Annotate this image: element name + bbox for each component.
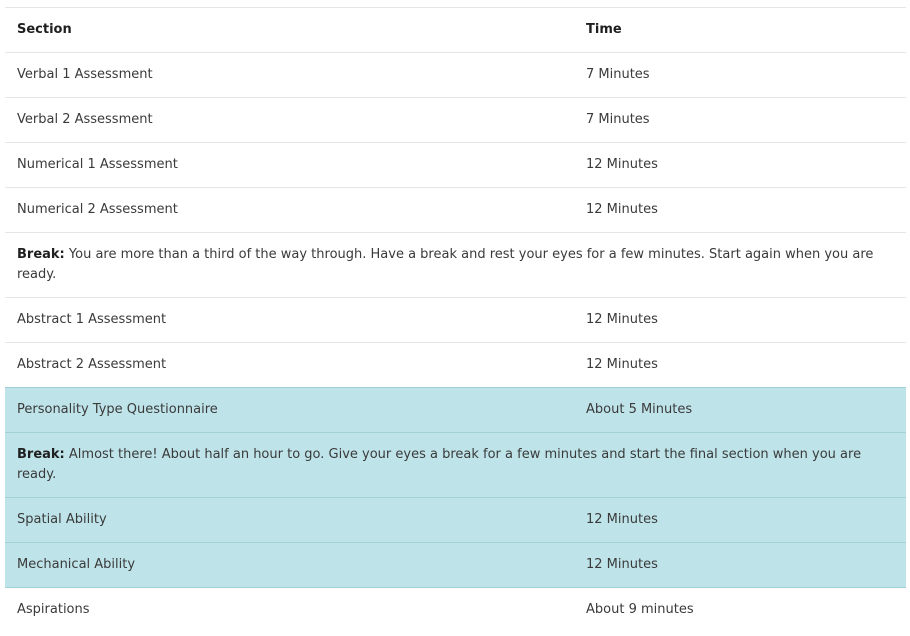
table-row <box>5 588 906 633</box>
schedule-table-container <box>5 7 906 632</box>
section-cell: Numerical 1 Assessment <box>5 143 574 188</box>
break-cell <box>5 433 906 498</box>
highlighted-table-row <box>5 543 906 588</box>
break-label: Break: <box>17 247 65 262</box>
time-cell: 7 Minutes <box>574 53 906 98</box>
time-cell: 12 Minutes <box>574 143 906 188</box>
break-text: Almost there! About half an hour to go. Give your eyes a break for a few minutes and start the final section when you are ready. <box>17 447 862 482</box>
table-row <box>5 188 906 233</box>
section-cell: Mechanical Ability <box>5 543 574 588</box>
section-cell: Numerical 2 Assessment <box>5 188 574 233</box>
time-cell: About 9 minutes <box>574 588 906 633</box>
time-cell: 7 Minutes <box>574 98 906 143</box>
section-cell: Abstract 1 Assessment <box>5 298 574 343</box>
section-cell: Spatial Ability <box>5 498 574 543</box>
highlighted-table-row <box>5 498 906 543</box>
time-cell: 12 Minutes <box>574 343 906 388</box>
break-label: Break: <box>17 447 65 462</box>
table-row <box>5 143 906 188</box>
time-cell: 12 Minutes <box>574 498 906 543</box>
table-row <box>5 53 906 98</box>
highlighted-table-row <box>5 388 906 433</box>
table-header-row <box>5 8 906 53</box>
section-cell: Verbal 2 Assessment <box>5 98 574 143</box>
section-cell: Verbal 1 Assessment <box>5 53 574 98</box>
table-row <box>5 298 906 343</box>
break-text: You are more than a third of the way through. Have a break and rest your eyes for a few minutes. Start again when you are ready. <box>17 247 874 282</box>
highlighted-break-row <box>5 433 906 498</box>
section-cell: Aspirations <box>5 588 574 633</box>
column-header-time: Time <box>574 8 906 53</box>
table-row <box>5 98 906 143</box>
time-cell: 12 Minutes <box>574 188 906 233</box>
table-row <box>5 343 906 388</box>
column-header-section: Section <box>5 8 574 53</box>
section-cell: Abstract 2 Assessment <box>5 343 574 388</box>
section-cell: Personality Type Questionnaire <box>5 388 574 433</box>
time-cell: 12 Minutes <box>574 298 906 343</box>
break-row <box>5 233 906 298</box>
schedule-table <box>5 7 906 632</box>
time-cell: About 5 Minutes <box>574 388 906 433</box>
time-cell: 12 Minutes <box>574 543 906 588</box>
break-cell <box>5 233 906 298</box>
